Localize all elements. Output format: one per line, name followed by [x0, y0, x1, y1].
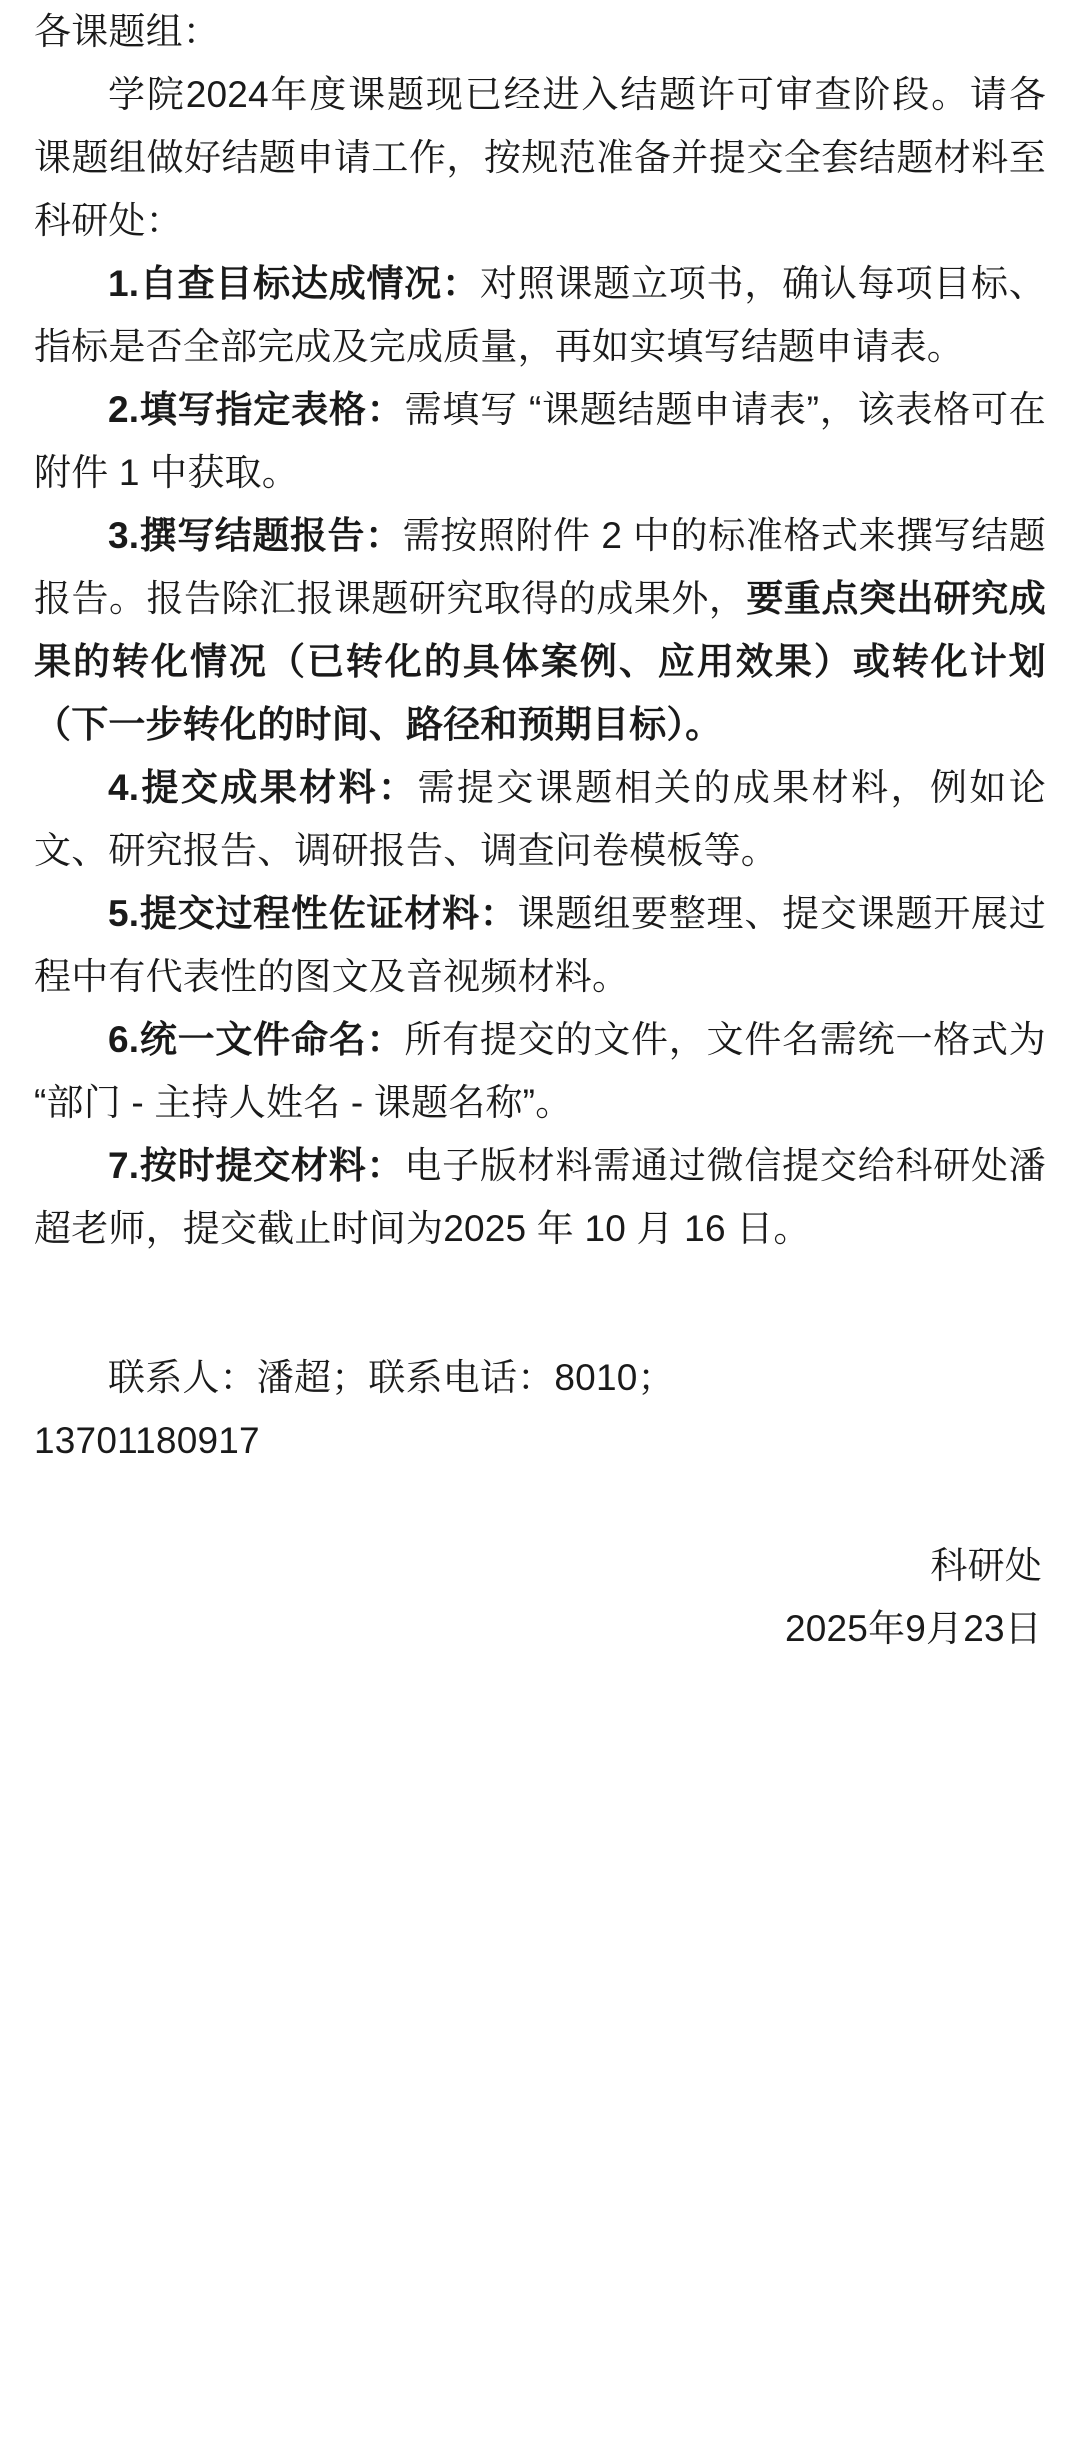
item-4-number: 4.	[108, 767, 140, 808]
paragraph-spacer	[34, 1260, 1046, 1346]
contact-line-2: 13701180917	[34, 1420, 260, 1461]
signature-department: 科研处	[930, 1545, 1042, 1586]
item-2-body: 需填写 “课题结题申请表”，该表格可在附件 1 中获取。	[34, 389, 1046, 493]
signature-date: 2025年9月23日	[784, 1608, 1042, 1649]
list-item-6	[34, 1008, 1046, 1134]
item-6-body: 所有提交的文件，文件名需统一格式为 “部门 - 主持人姓名 - 课题名称”。	[34, 1019, 1046, 1123]
item-5-body: 课题组要整理、提交课题开展过程中有代表性的图文及音视频材料。	[34, 893, 1046, 997]
item-6-number: 6.	[108, 1019, 140, 1060]
document-body	[34, 0, 1046, 1660]
list-item-4	[34, 756, 1046, 882]
item-1-body: 对照课题立项书，确认每项目标、指标是否全部完成及完成质量，再如实填写结题申请表。	[34, 263, 1046, 367]
salutation: 各课题组：	[34, 11, 220, 52]
item-7-number: 7.	[108, 1145, 140, 1186]
item-7-heading: 按时提交材料：	[139, 1145, 405, 1186]
item-1-number: 1.	[108, 263, 140, 304]
item-7-body: 电子版材料需通过微信提交给科研处潘超老师，提交截止时间为2025 年 10 月 16 日。	[34, 1145, 1046, 1249]
item-1-heading: 自查目标达成情况：	[139, 263, 480, 304]
item-4-body: 需提交课题相关的成果材料，例如论文、研究报告、调研报告、调查问卷模板等。	[34, 767, 1046, 871]
list-item-3	[34, 504, 1046, 756]
item-3-heading: 撰写结题报告：	[139, 515, 403, 556]
signature-block	[34, 1534, 1046, 1660]
item-4-heading: 提交成果材料：	[139, 767, 418, 808]
item-2-number: 2.	[108, 389, 140, 430]
list-item-7	[34, 1134, 1046, 1260]
item-3-body: 需按照附件 2 中的标准格式来撰写结题报告。报告除汇报课题研究取得的成果外，	[34, 515, 1046, 619]
item-3-number: 3.	[108, 515, 140, 556]
intro-paragraph: 学院2024年度课题现已经进入结题许可审查阶段。请各课题组做好结题申请工作，按规范准备并提交全套结题材料至科研处：	[34, 74, 1046, 241]
item-5-heading: 提交过程性佐证材料：	[139, 893, 518, 934]
item-2-heading: 填写指定表格：	[139, 389, 405, 430]
list-item-5	[34, 882, 1046, 1008]
list-item-1	[34, 252, 1046, 378]
item-3-body-emphasis: 要重点突出研究成果的转化情况（已转化的具体案例、应用效果）或转化计划（下一步转化的时间、路径和预期目标）。	[34, 578, 1046, 745]
list-item-2	[34, 378, 1046, 504]
item-6-heading: 统一文件命名：	[139, 1019, 405, 1060]
item-5-number: 5.	[108, 893, 140, 934]
contact-line-1: 联系人：潘超；联系电话：8010；	[108, 1357, 675, 1398]
